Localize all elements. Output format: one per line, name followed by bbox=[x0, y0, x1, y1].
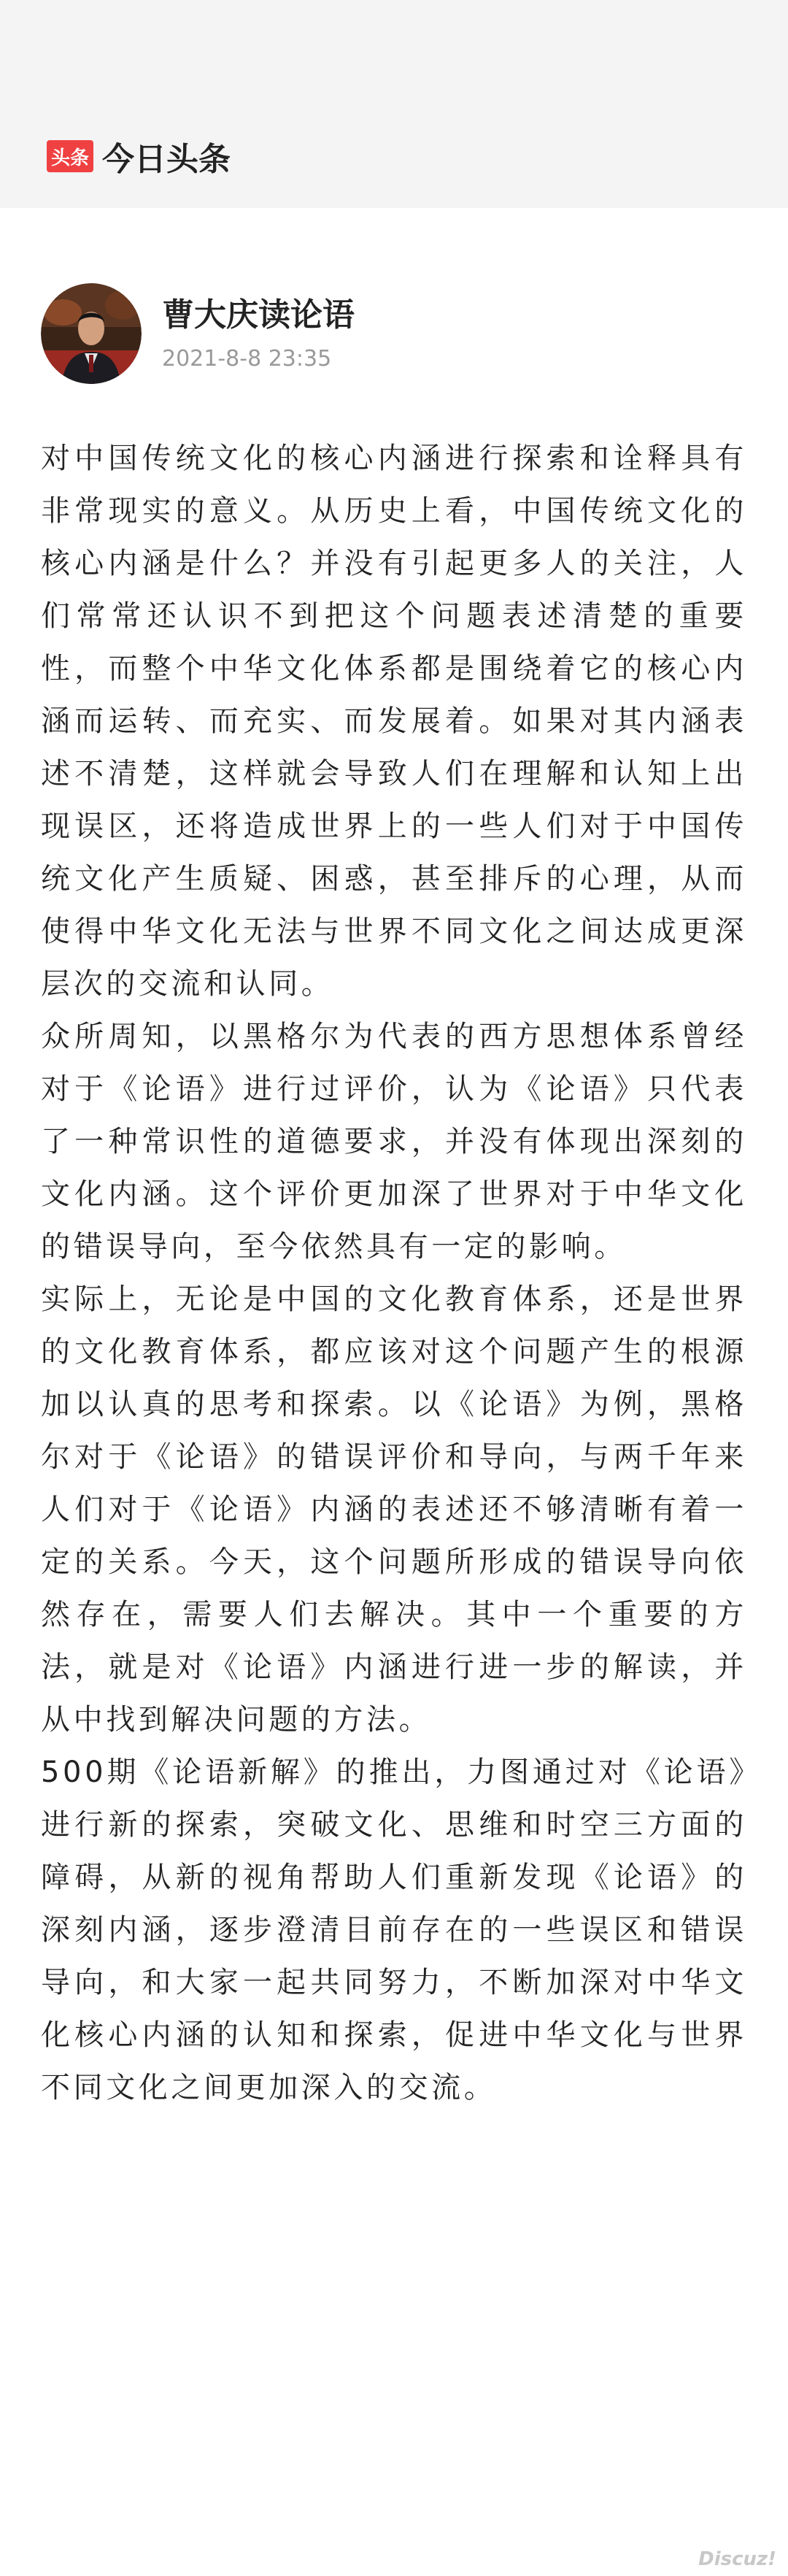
avatar-photo-icon bbox=[41, 283, 142, 384]
article-paragraph-2: 众所周知，以黑格尔为代表的西方思想体系曾经对于《论语》进行过评价，认为《论语》只代表了一种常识性的道德要求，并没有体现出深刻的文化内涵。这个评价更加深了世界对于中华文化的错误导向，至今依然具有一定的影响。 bbox=[41, 1020, 747, 1264]
author-block bbox=[41, 283, 355, 384]
discuz-watermark: Discuz! bbox=[698, 2548, 776, 2570]
app-name: 今日头条 bbox=[102, 141, 231, 178]
article-paragraph-4: 500期《论语新解》的推出，力图通过对《论语》进行新的探索，突破文化、思维和时空三方面的障碍，从新的视角帮助人们重新发现《论语》的深刻内涵，逐步澄清目前存在的一些误区和错误导向，和大家一起共同努力，不断加深对中华文化核心内涵的认知和探索，促进中华文化与世界不同文化之间更加深入的交流。 bbox=[41, 1756, 747, 2104]
article-paragraph-1: 对中国传统文化的核心内涵进行探索和诠释具有非常现实的意义。从历史上看，中国传统文化的核心内涵是什么？并没有引起更多人的关注，人们常常还认识不到把这个问题表述清楚的重要性，而整个中华文化体系都是围绕着它的核心内涵而运转、而充实、而发展着。如果对其内涵表述不清楚，这样就会导致人们在理解和认知上出现误区，还将造成世界上的一些人们对于中国传统文化产生质疑、困惑，甚至排斥的心理，从而使得中华文化无法与世界不同文化之间达成更深层次的交流和认同。 bbox=[41, 442, 747, 1001]
publish-timestamp: 2021-8-8 23:35 bbox=[162, 346, 332, 372]
article-body bbox=[41, 432, 747, 2114]
author-info bbox=[162, 295, 355, 372]
app-brand[interactable] bbox=[47, 136, 231, 177]
avatar[interactable] bbox=[41, 283, 142, 384]
author-name[interactable]: 曹大庆读论语 bbox=[162, 296, 355, 334]
article-paragraph-3: 实际上，无论是中国的文化教育体系，还是世界的文化教育体系，都应该对这个问题产生的根源加以认真的思考和探索。以《论语》为例，黑格尔对于《论语》的错误评价和导向，与两千年来人们对于《论语》内涵的表述还不够清晰有着一定的关系。今天，这个问题所形成的错误导向依然存在，需要人们去解决。其中一个重要的方法，就是对《论语》内涵进行进一步的解读，并从中找到解决问题的方法。 bbox=[41, 1283, 747, 1737]
toutiao-logo-icon: 头条 bbox=[47, 140, 93, 172]
